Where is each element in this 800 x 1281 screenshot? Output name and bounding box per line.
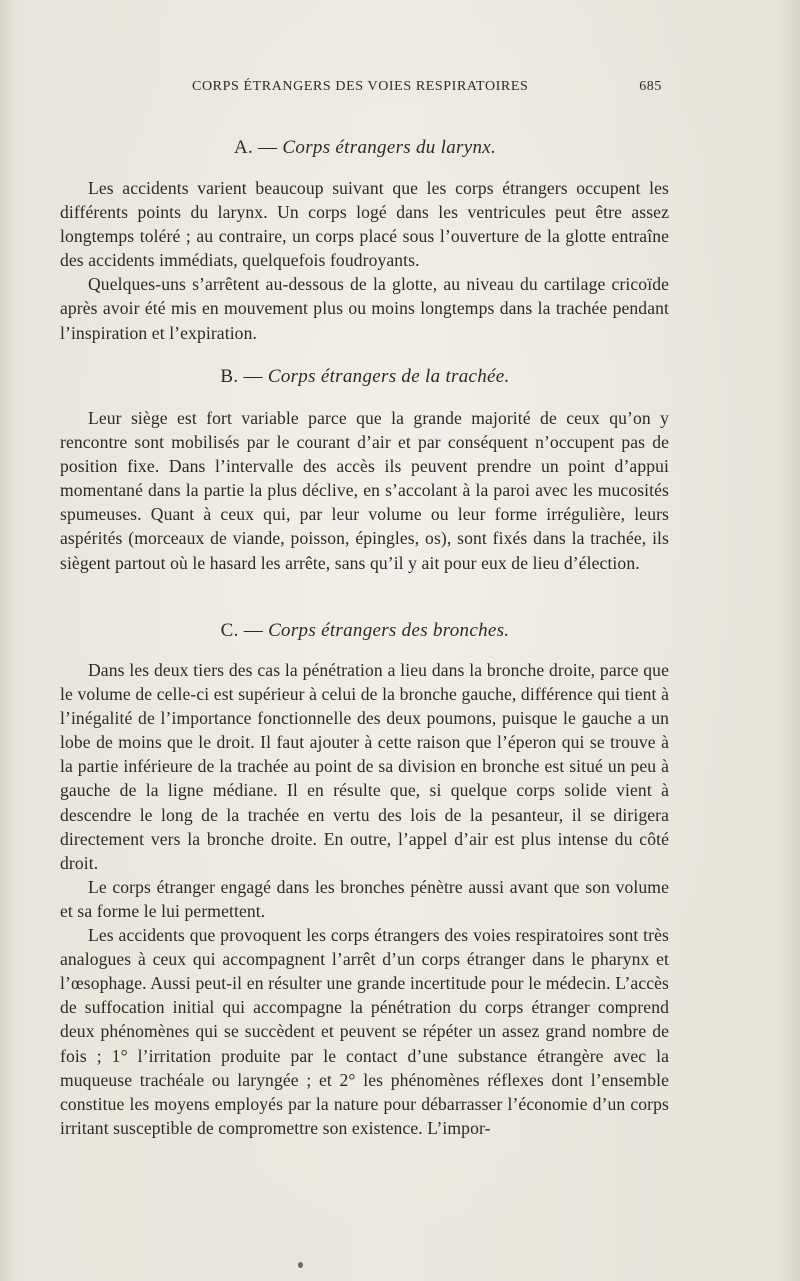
running-title: CORPS ÉTRANGERS DES VOIES RESPIRATOIRES [192, 79, 529, 94]
section-b-body [60, 406, 669, 575]
section-a-letter: A. — [233, 137, 278, 158]
section-c-letter: C. — [220, 620, 264, 641]
ink-speck [298, 1262, 303, 1268]
section-a-body [60, 176, 669, 345]
section-b-heading [60, 366, 670, 388]
section-b-letter: B. — [220, 366, 263, 387]
section-c-body [60, 658, 669, 1140]
running-header [60, 79, 670, 101]
paragraph: Les accidents que provoquent les corps étrangers des voies respiratoires sont très analogues à ceux qui accompagnent l’arrêt d’un corps étranger dans le pharynx et l’œsophage. Aussi peut-il en résulter une grande incertitude pour le médecin. L’accès de suffocation initial qui accompagne la pénétration du corps étranger comprend deux phénomènes qui se succèdent et peuvent se répéter un assez grand nombre de fois ; 1° l’irritation produite par le contact d’une substance étrangère avec la muqueuse trachéale ou laryngée ; et 2° les phénomènes réflexes dont l’ensemble constitue les moyens employés par la nature pour débarrasser l’économie d’un corps irritant susceptible de compromettre son existence. L’impor- [60, 925, 669, 1138]
section-c-heading [60, 620, 670, 642]
section-c-title: Corps étrangers des bronches. [268, 620, 510, 641]
paragraph: Leur siège est fort variable parce que la grande majorité de ceux qu’on y rencontre sont mobilisés par le courant d’air et par conséquent n’occupent pas de position fixe. Dans l’intervalle des accès ils peuvent prendre un point d’appui momentané dans la partie la plus déclive, en s’accolant à la paroi avec les mucosités spumeuses. Quant à ceux qui, par leur volume ou leur forme irrégulière, leurs aspérités (morceaux de viande, poisson, épingles, os), sont fixés dans la trachée, ils siègent partout où le hasard les arrête, sans qu’il y ait pour eux de lieu d’élection. [60, 408, 669, 573]
page-number: 685 [639, 79, 662, 94]
section-b-title: Corps étrangers de la trachée. [267, 366, 510, 387]
paragraph: Le corps étranger engagé dans les bronches pénètre aussi avant que son volume et sa forme le lui permettent. [60, 876, 669, 921]
section-a-heading [60, 137, 670, 159]
paragraph: Dans les deux tiers des cas la pénétration a lieu dans la bronche droite, parce que le volume de celle-ci est supérieur à celui de la bronche gauche, différence qui tient à l’inégalité de l’importance fonctionnelle des deux poumons, puisque le gauche a un lobe de moins que le droit. Il faut ajouter à cette raison que l’éperon qui se trouve à la partie inférieure de la trachée au point de sa division en bronche est situé un peu à gauche de la ligne médiane. Il en résulte que, si quelque corps solide vient à descendre le long de la trachée en vertu des lois de la pesanteur, il se dirigera directement vers la bronche droite. En outre, l’appel d’air est plus intense du côté droit. [60, 660, 669, 873]
section-a-title: Corps étrangers du larynx. [282, 137, 497, 158]
paragraph: Les accidents varient beaucoup suivant que les corps étrangers occupent les différents points du larynx. Un corps logé dans les ventricules peut être assez longtemps toléré ; au contraire, un corps placé sous l’ouverture de la glotte entraîne des accidents immédiats, quelquefois foudroyants. [60, 178, 669, 271]
paragraph: Quelques-uns s’arrêtent au-dessous de la glotte, au niveau du cartilage cricoïde après avoir été mis en mouvement plus ou moins longtemps dans la trachée pendant l’inspiration et l’expiration. [60, 274, 669, 343]
